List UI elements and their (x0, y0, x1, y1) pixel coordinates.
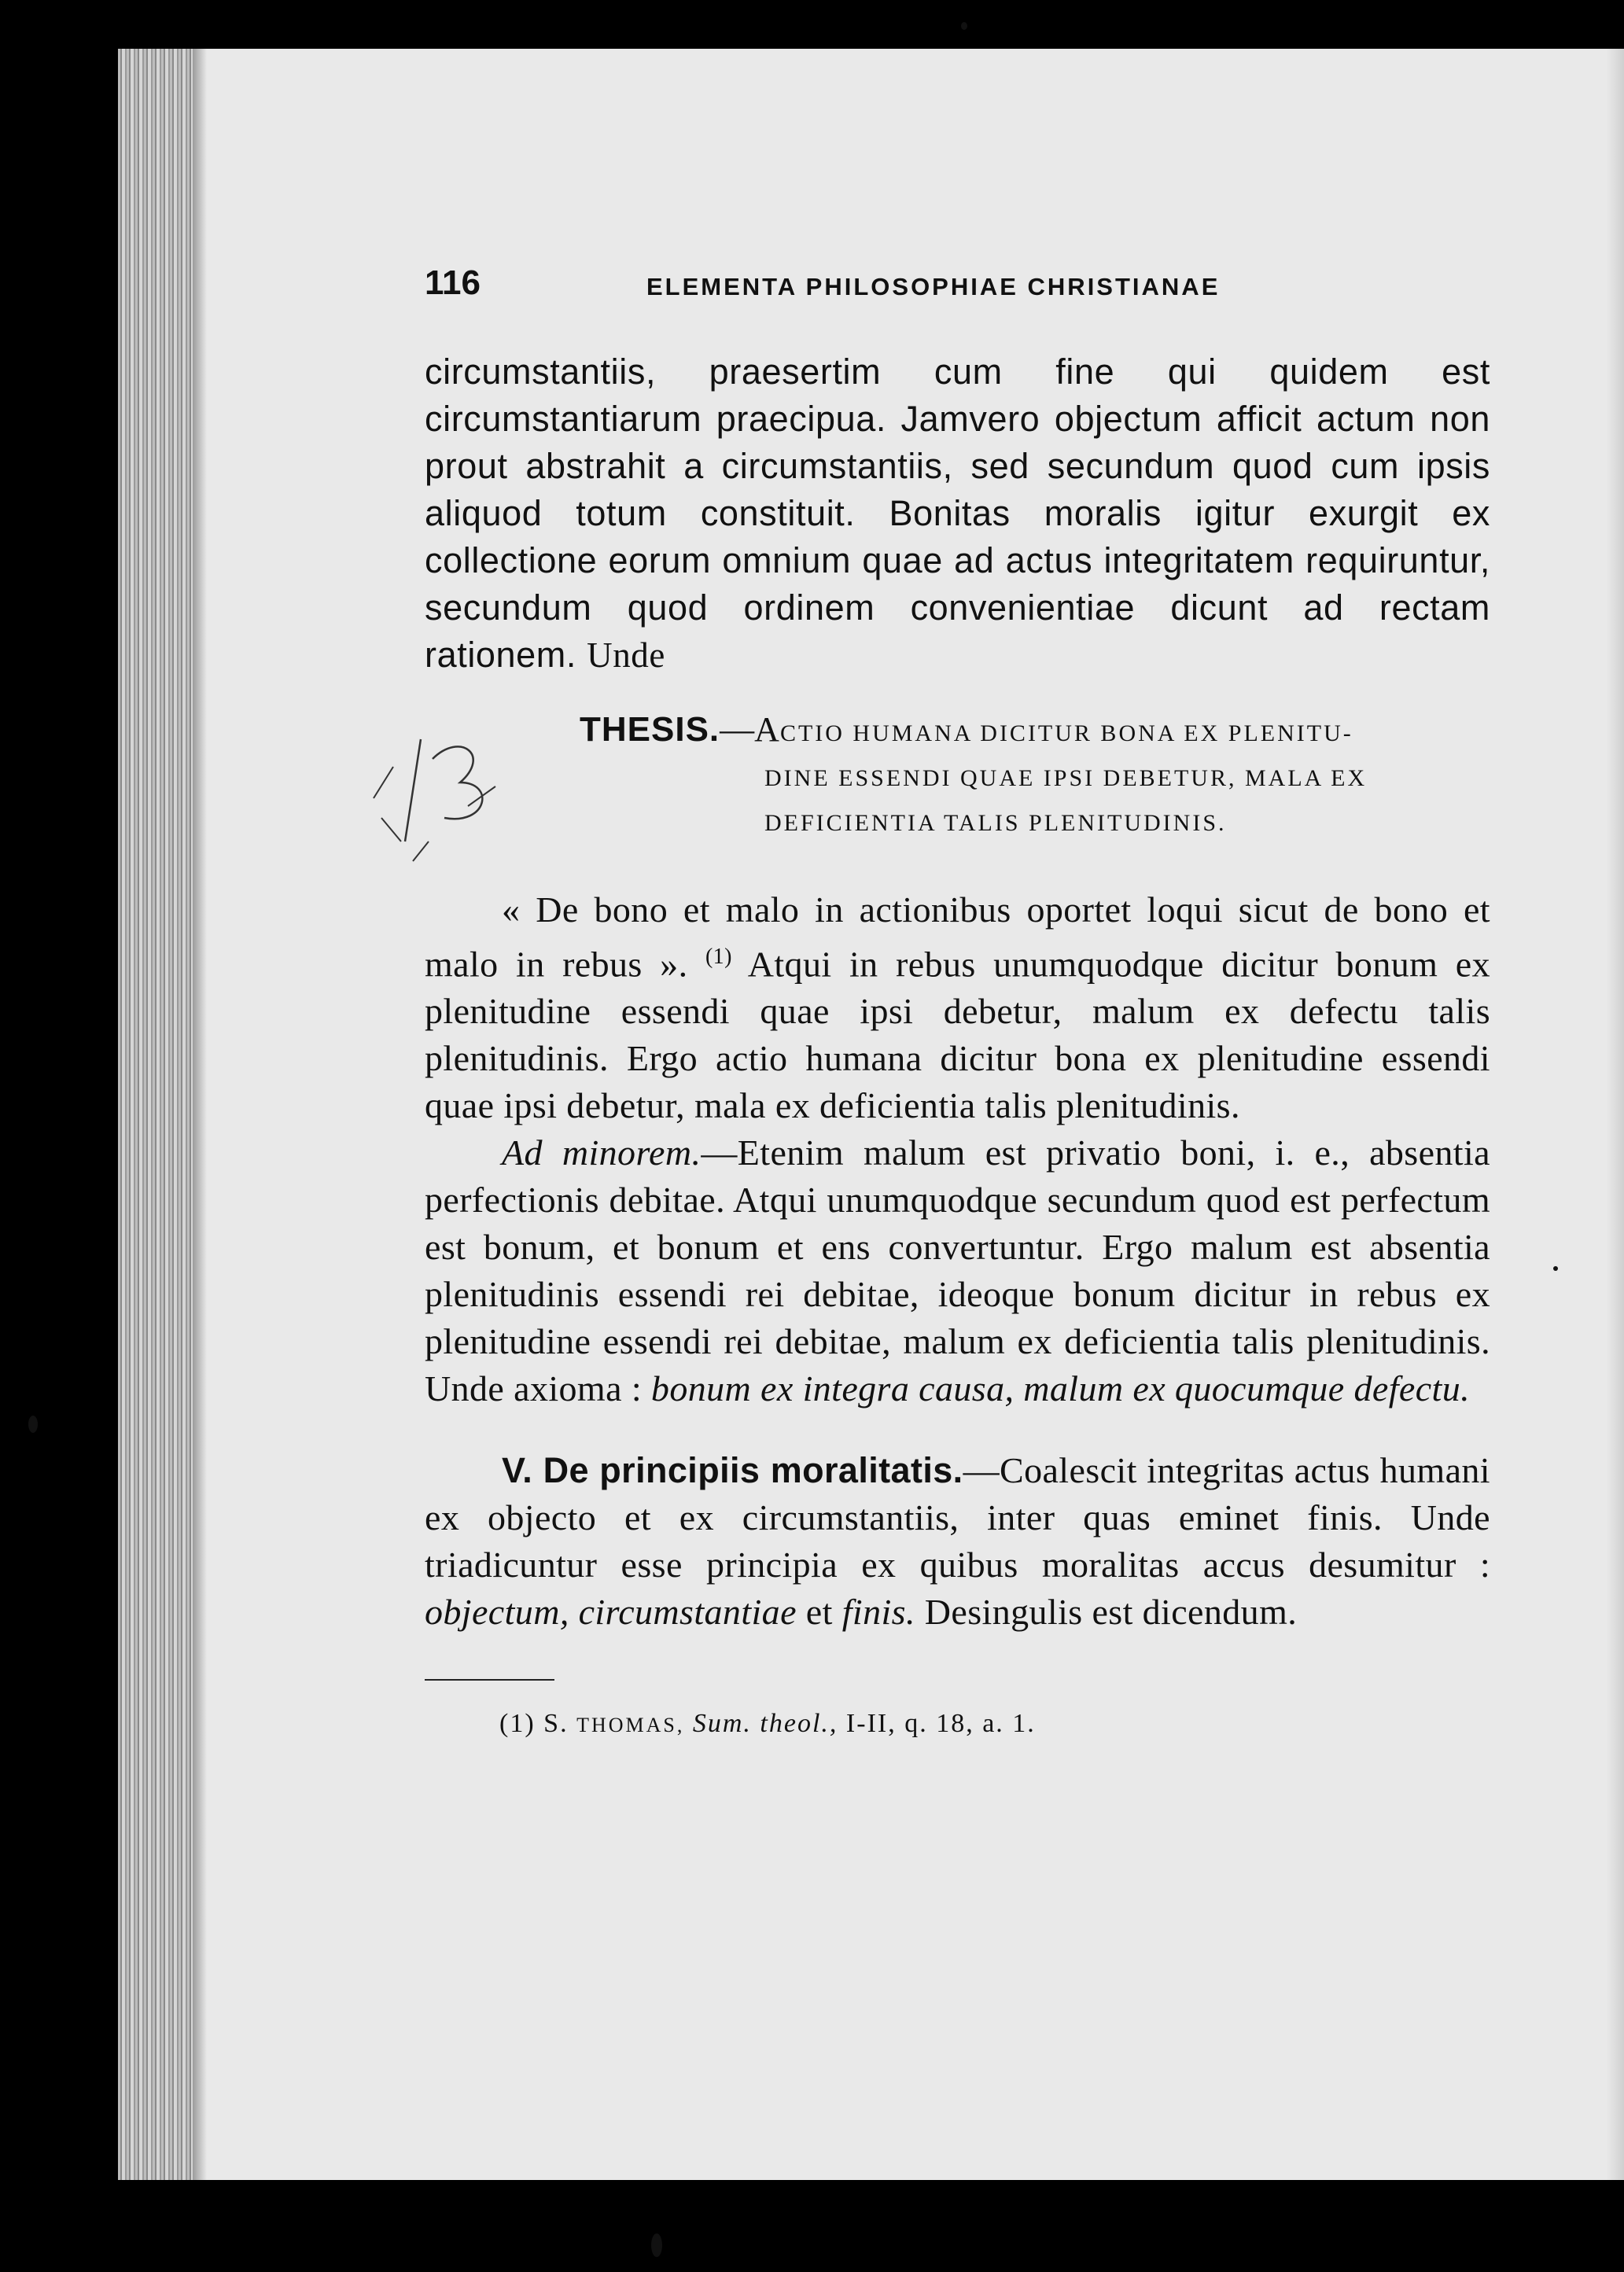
principle-conjunction: et (796, 1592, 842, 1633)
text-column (425, 263, 1490, 1739)
quote-paragraph (425, 886, 1490, 1129)
scan-speck (961, 22, 967, 30)
thesis-line-1: CTIO HUMANA DICITUR BONA EX PLENITU- (779, 720, 1353, 746)
footnote-mark: (1) (499, 1709, 536, 1739)
thesis-initial: A (754, 710, 780, 749)
thesis-label: THESIS. (580, 710, 720, 749)
footnote-citation: I-II, q. 18, a. 1. (838, 1709, 1036, 1739)
scan-speck (28, 1416, 38, 1433)
running-header (425, 263, 1490, 319)
scan-speck (1553, 1266, 1558, 1271)
principles-tail: Desingulis est dicendum. (915, 1592, 1298, 1633)
page-number: 116 (425, 263, 481, 302)
intro-paragraph (425, 348, 1490, 679)
thesis-dash: — (720, 710, 755, 749)
page-stack-edge (118, 49, 193, 2180)
intro-text: circumstantiis, praesertim cum fine qui quidem est circumstantiarum praecipua. Jamvero objectum afficit actum non prout abstrahit a circumstantiis, sed secundum quod cum ipsis aliquod totum constituit. Bonitas moralis igitur exurgit ex collectione eorum omnium quae ad actus integritatem requiruntur, secundum quod ordinem convenientiae dicunt ad rectam rationem. (425, 352, 1490, 675)
thesis-block (580, 707, 1490, 845)
section-heading: V. De principiis moralitatis. (502, 1450, 963, 1491)
thesis-line-2: DINE ESSENDI QUAE IPSI DEBETUR, MALA EX (764, 765, 1368, 791)
principle-finis: finis. (841, 1592, 915, 1633)
aquinas-quote: « De bono et malo in actionibus oportet loqui sicut de bono et malo in rebus ». (425, 889, 1490, 985)
minor-lead: Ad minorem. (502, 1132, 702, 1173)
principles-paragraph (425, 1447, 1490, 1636)
thesis-line-3: DEFICIENTIA TALIS PLENITUDINIS. (764, 810, 1227, 836)
scan-speck (651, 2233, 662, 2257)
book-title: ELEMENTA PHILOSOPHIAE CHRISTIANAE (646, 273, 1221, 300)
gutter-shadow (193, 49, 207, 2180)
quote-argument: Atqui in rebus unumquodque dicitur bonum ex plenitudine essendi quae ipsi debetur, malum ex defectu talis plenitudinis. Ergo actio humana dicitur bona ex plenitudine essendi quae ipsi debetur, mala ex deficientia talis plenitudinis. (425, 944, 1490, 1126)
principle-terms: objectum, circumstantiae (425, 1592, 797, 1633)
intro-end-word: Unde (587, 635, 665, 675)
minor-body: —Etenim malum est privatio boni, i. e., absentia perfectionis debitae. Atqui unumquodque secundum quod est perfectum est bonum, et bonum et ens convertuntur. Ergo malum est absentia plenitudinis essendi rei debitae, ideoque bonum dicitur in rebus ex plenitudine essendi rei debitae, malum ex deficientia talis plenitudinis. Unde axioma : (425, 1132, 1490, 1409)
footnote-divider (425, 1679, 554, 1681)
footnote-reference[interactable]: (1) (705, 945, 732, 969)
footnote-author-initial: S. (543, 1709, 577, 1739)
footnote-work: Sum. theol., (692, 1709, 838, 1739)
principles-body: —Coalescit integritas actus humani ex objecto et ex circumstantiis, inter quas eminet finis. Unde triadicuntur esse principia ex quibus moralitas accus desumitur : (425, 1450, 1490, 1585)
footnote (499, 1709, 1490, 1739)
minor-paragraph (425, 1129, 1490, 1412)
axiom-text: bonum ex integra causa, malum ex quocumque defectu. (650, 1368, 1470, 1409)
page-right-edge (1607, 49, 1624, 2180)
footnote-author: THOMAS, (576, 1714, 685, 1737)
